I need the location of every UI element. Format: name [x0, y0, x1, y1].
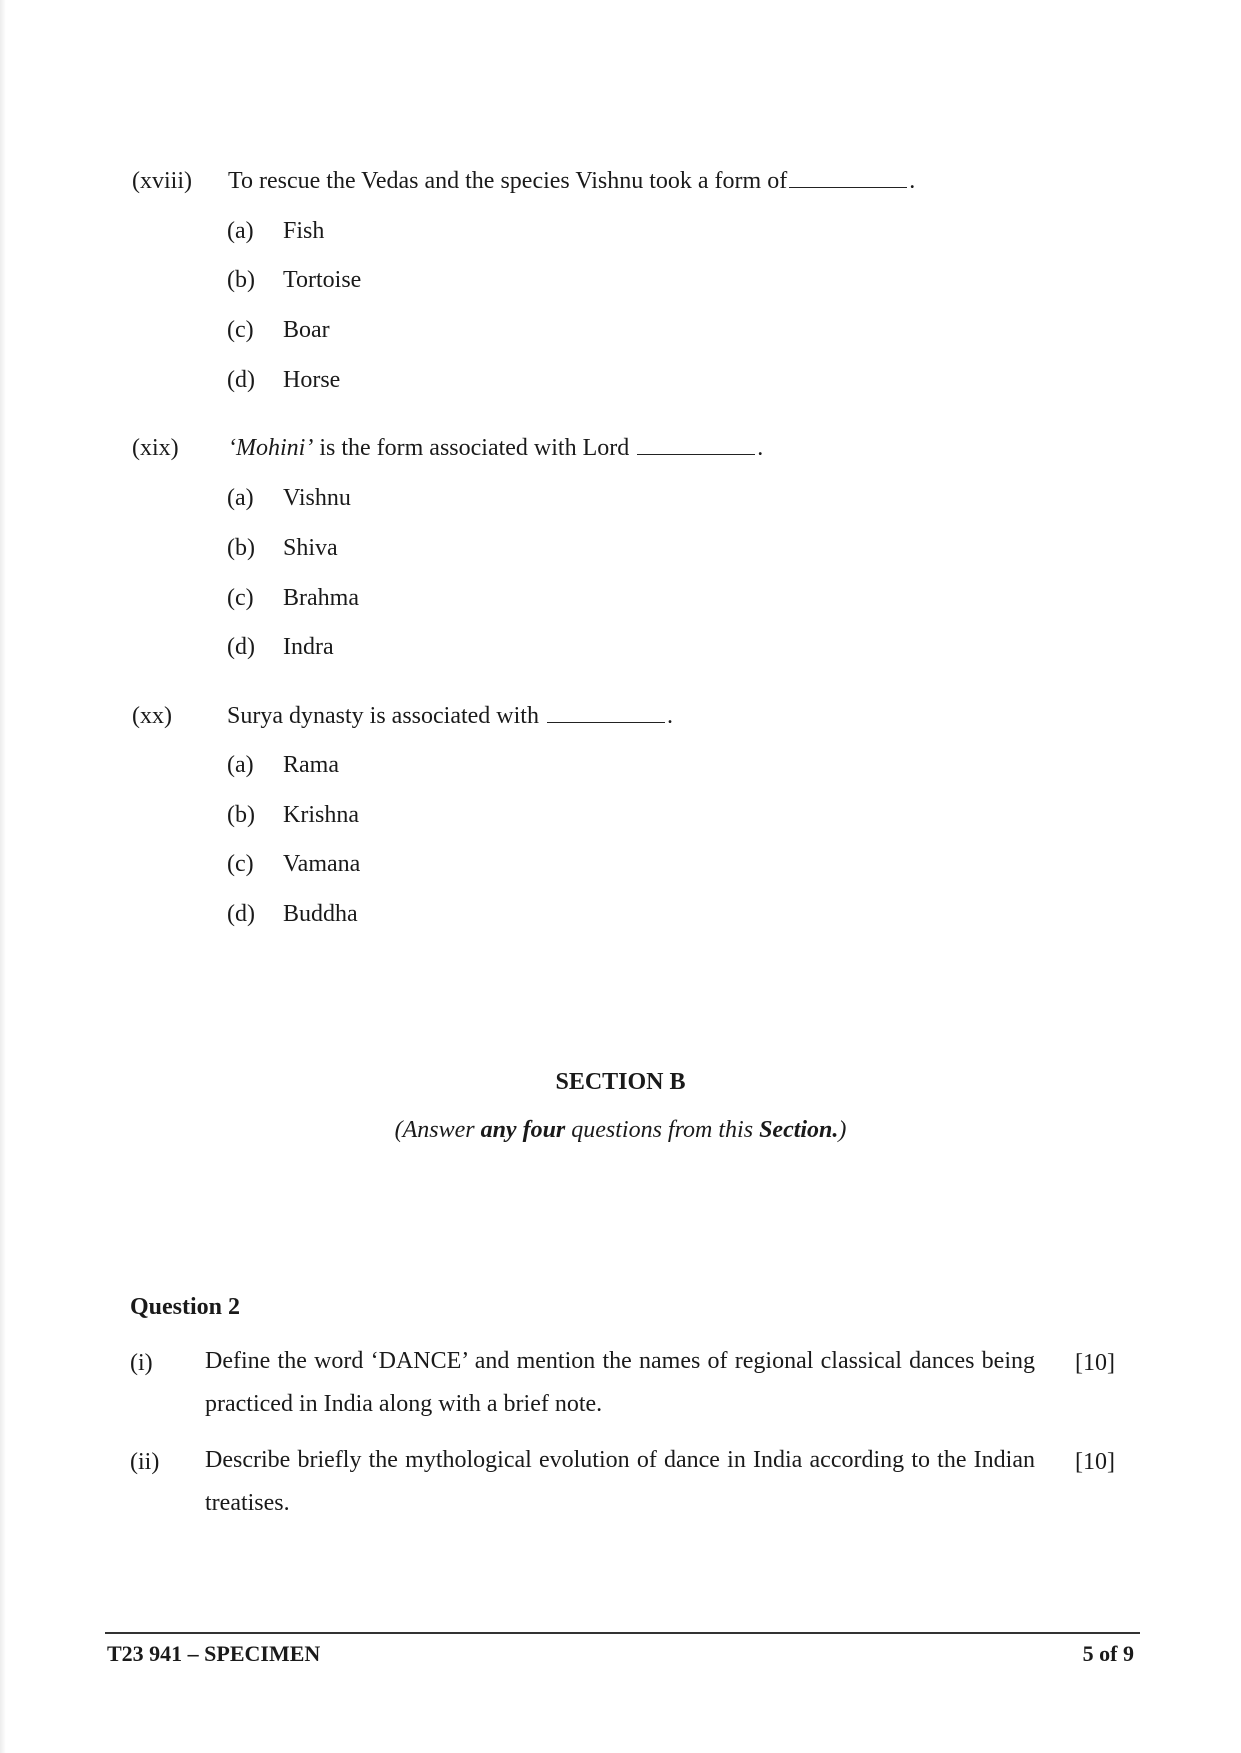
option-letter: (b)	[227, 802, 255, 828]
option-letter: (a)	[227, 485, 254, 511]
option-text: Horse	[283, 367, 341, 393]
stem-end: .	[909, 168, 916, 194]
option-letter: (d)	[227, 901, 255, 927]
question-heading: Question 2	[130, 1294, 241, 1320]
question-stem	[228, 168, 915, 195]
note-text: )	[838, 1117, 847, 1143]
marks-badge: [10]	[1075, 1350, 1115, 1376]
footer-rule	[105, 1632, 1140, 1634]
question-number: (xix)	[132, 435, 179, 461]
option-text: Rama	[283, 752, 339, 778]
option-text: Buddha	[283, 901, 358, 927]
note-emphasis: any four	[480, 1117, 566, 1143]
section-instructions	[0, 1117, 1241, 1144]
option-letter: (c)	[227, 585, 254, 611]
answer-blank	[547, 721, 665, 723]
stem-end: .	[666, 703, 673, 729]
option-text: Vamana	[283, 851, 361, 877]
option-text: Fish	[283, 218, 325, 244]
answer-blank	[637, 453, 755, 455]
option-letter: (b)	[227, 267, 255, 293]
option-letter: (c)	[227, 851, 254, 877]
option-text: Boar	[283, 317, 330, 343]
option-letter: (d)	[227, 367, 255, 393]
option-text: Krishna	[283, 802, 359, 828]
option-letter: (a)	[227, 752, 254, 778]
subquestion-text: Describe briefly the mythological evolution of dance in India according to the Indian treatises.	[205, 1447, 1035, 1516]
subquestion-number: (ii)	[130, 1449, 160, 1475]
section-title: SECTION B	[555, 1069, 686, 1095]
option-letter: (c)	[227, 317, 254, 343]
answer-blank	[789, 186, 907, 188]
stem-text: To rescue the Vedas and the species Vishnu took a form of	[228, 168, 788, 194]
question-number: (xx)	[132, 703, 172, 729]
option-letter: (b)	[227, 535, 255, 561]
stem-text: Surya dynasty is associated with	[227, 703, 539, 729]
note-emphasis: Section.	[759, 1117, 839, 1143]
page-number: 5 of 9	[1082, 1641, 1134, 1666]
marks-badge: [10]	[1075, 1449, 1115, 1475]
question-stem	[227, 703, 673, 730]
stem-italic: ‘Mohini’	[228, 435, 314, 461]
subquestion-text: Define the word ‘DANCE’ and mention the names of regional classical dances being practiced in India along with a brief note.	[205, 1348, 1035, 1417]
subquestion-number: (i)	[130, 1350, 153, 1376]
stem-text: is the form associated with Lord	[313, 435, 630, 461]
option-text: Tortoise	[283, 267, 362, 293]
option-text: Shiva	[283, 535, 338, 561]
page-edge	[0, 0, 6, 1753]
note-text: (Answer	[394, 1117, 481, 1143]
note-text: questions from this	[565, 1117, 760, 1143]
paper-code: T23 941 – SPECIMEN	[107, 1641, 321, 1666]
stem-end: .	[757, 435, 764, 461]
option-letter: (d)	[227, 634, 255, 660]
option-text: Indra	[283, 634, 334, 660]
question-stem	[228, 435, 763, 462]
option-text: Brahma	[283, 585, 359, 611]
question-number: (xviii)	[132, 168, 192, 194]
option-letter: (a)	[227, 218, 254, 244]
option-text: Vishnu	[283, 485, 351, 511]
